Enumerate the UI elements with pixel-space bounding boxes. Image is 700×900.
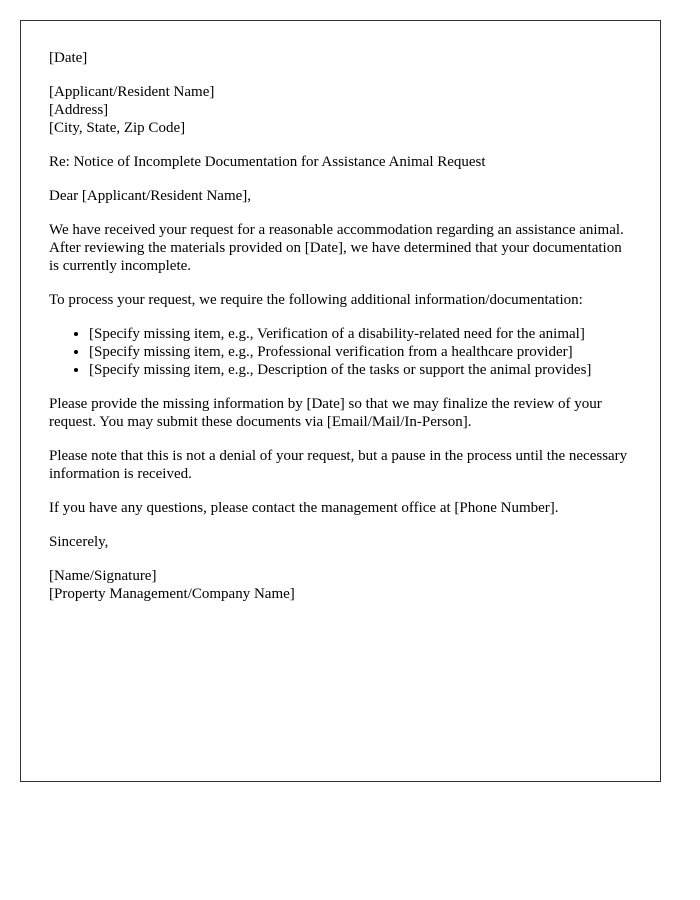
- list-item: • [Specify missing item, e.g., Professional verification from a healthcare provider]: [89, 343, 632, 361]
- body-paragraph-1: We have received your request for a reasonable accommodation regarding an assistance animal. After reviewing the materials provided on [Date], we have determined that your documentation is currently incomplete.: [49, 222, 624, 274]
- signature-block: [49, 567, 632, 603]
- closing: Sincerely,: [49, 534, 109, 550]
- body-paragraph-4: Please note that this is not a denial of your request, but a pause in the process until the necessary information is received.: [49, 448, 628, 482]
- recipient-address: [Address]: [49, 102, 109, 118]
- salutation: Dear [Applicant/Resident Name],: [49, 188, 252, 204]
- letter: [20, 20, 661, 782]
- recipient-city: [City, State, Zip Code]: [49, 120, 186, 136]
- signature-company: [Property Management/Company Name]: [49, 586, 295, 602]
- recipient-name: [Applicant/Resident Name]: [49, 84, 215, 100]
- list-item: • [Specify missing item, e.g., Verification of a disability-related need for the animal]: [89, 325, 632, 343]
- missing-items-list: [49, 325, 632, 379]
- body-paragraph-3: Please provide the missing information by [Date] so that we may finalize the review of your request. You may submit these documents via [Email/Mail/In-Person].: [49, 396, 602, 430]
- body-paragraph-2: To process your request, we require the following additional information/documentation:: [49, 292, 583, 308]
- list-item: • [Specify missing item, e.g., Description of the tasks or support the animal provides]: [89, 361, 632, 379]
- date: [Date]: [49, 50, 88, 66]
- body-paragraph-5: If you have any questions, please contact the management office at [Phone Number].: [49, 500, 559, 516]
- signature-name: [Name/Signature]: [49, 568, 157, 584]
- subject-line: Re: Notice of Incomplete Documentation for Assistance Animal Request: [49, 154, 486, 170]
- recipient-block: [49, 83, 632, 137]
